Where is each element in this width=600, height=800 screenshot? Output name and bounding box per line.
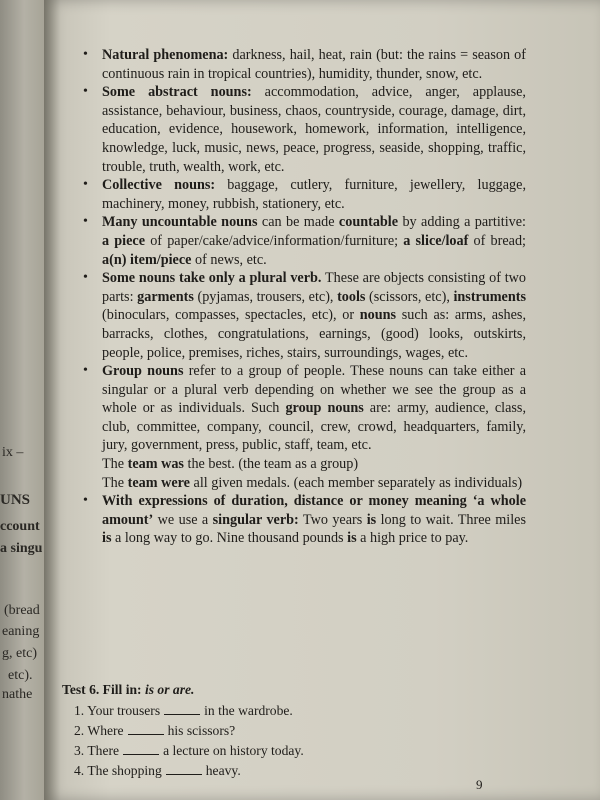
item-text-before: Your trousers [87,703,161,718]
bullet-dot-icon: • [83,47,88,62]
bold-term: garments [137,288,194,305]
bullet-abstract-nouns [80,83,526,176]
bold-term: is [347,530,357,547]
bold-term: nouns [359,307,397,324]
prev-page-fragment: a singu [0,541,43,556]
bullet-dot-icon: • [83,363,88,379]
example-sentence [102,455,526,474]
bullet-dot-icon: • [83,493,88,509]
item-text-after: heavy. [205,763,241,778]
bullet-text: a high price to pay. [356,530,469,547]
bullet-text: (binoculars, compasses, spectacles, etc), or [102,307,360,324]
prev-page-fragment: ix – [2,445,24,460]
page-number: 9 [476,777,483,792]
item-text-before: Where [87,723,124,738]
bold-term: countable [338,214,399,231]
book-page [44,0,600,800]
bullet-dot-icon: • [83,270,88,286]
prev-page-fragment: nathe [2,687,33,702]
prev-page-fragment: (bread [4,603,40,618]
bullet-natural-phenomena [80,46,526,83]
example-text: The [102,456,128,473]
bold-term: a slice/loaf [403,232,469,249]
bullet-expressions-duration [80,492,526,548]
test-heading [62,680,522,700]
bold-term: is [366,511,377,528]
bullet-plural-verb-nouns [80,269,526,362]
test-item [62,701,522,721]
bullet-text: baggage, cutlery, furniture, jewellery, luggage, machinery, money, rubbish, stationery, etc. [102,177,526,212]
prev-page-fragment: UNS [0,492,31,508]
bullet-heading: Many uncountable nouns [102,214,258,231]
bullet-text: darkness, hail, heat, rain (but: the rains = season of continuous rain in tropical countries), humidity, thunder, snow, etc. [102,47,526,82]
bullet-text: These are objects consisting of two parts: [102,270,527,305]
bullet-text: of news, etc. [191,251,267,268]
bullet-text: Two years [298,511,367,528]
fill-in-blank[interactable] [123,744,159,755]
bullet-text: of bread; [468,232,526,249]
bullet-text: (pyjamas, trousers, etc), [193,288,338,305]
page-body [80,46,526,548]
test-item [62,761,522,781]
previous-page-edge [0,0,44,800]
bold-term: group nouns [285,400,364,417]
item-number: 2. [74,723,85,738]
bullet-paragraph [102,362,526,455]
item-text-after: his scissors? [167,723,236,738]
bullet-heading: Some nouns take only a plural verb. [102,270,322,287]
bullet-heading: Group nouns [102,363,184,380]
bullet-text: refer to a group of people. These nouns can take either a singular or a plural verb depending on whether we see the group as a whole or as individuals. Such [102,363,526,417]
bold-term: a piece [102,232,146,249]
item-text-before: The shopping [87,763,162,778]
fill-in-blank[interactable] [166,764,202,775]
prev-page-fragment: etc). [8,668,33,683]
bullet-heading: With expressions of duration, distance or money meaning ‘a whole amount’ [102,493,526,528]
prev-page-fragment: ccount [0,519,40,534]
bullet-dot-icon: • [83,214,88,230]
test-exercise [62,680,522,781]
item-text-before: There [87,743,120,758]
prev-page-fragment: g, etc) [2,646,37,661]
bullet-dot-icon: • [83,84,88,100]
bullet-dot-icon: • [83,177,88,193]
bullet-text: by adding a partitive: [398,214,526,231]
bullet-text: long to wait. Three miles [376,511,526,528]
bullet-group-nouns [80,362,526,492]
item-number: 3. [74,743,85,758]
bullet-text: a long way to go. Nine thousand pounds [111,530,348,547]
bold-term: team was [127,456,184,473]
item-number: 4. [74,763,85,778]
bullet-uncountable-nouns [80,213,526,269]
bold-term: a(n) item/piece [102,251,192,268]
bullet-heading: Natural phenomena: [102,47,229,63]
fill-in-blank[interactable] [164,704,200,715]
item-number: 1. [74,703,85,718]
example-text: the best. (the team as a group) [183,456,359,473]
example-text: The [102,474,128,491]
bullet-text: are: army, audience, class, club, committee, company, council, crew, crowd, headquarters, family, jury, government, press, public, staff, team, etc. [102,400,526,454]
example-text: all given medals. (each member separately as individuals) [189,474,523,491]
bullet-heading: Collective nouns: [102,177,216,194]
bold-term: singular verb: [212,511,299,528]
test-item [62,721,522,741]
bullet-text: of paper/cake/advice/information/furniture; [145,232,404,249]
bold-term: team were [127,474,190,491]
bullet-text: we use a [153,511,213,528]
test-title: Test 6. Fill in: [62,682,145,697]
bullet-text: (scissors, etc), [365,288,454,305]
bullet-text: such as: arms, ashes, barracks, clothes, congratulations, earnings, (good) looks, outskirts, people, police, premises, riches, stairs, surroundings, wages, etc. [102,307,526,361]
item-text-after: in the wardrobe. [204,703,293,718]
bold-term: is [102,530,112,547]
fill-in-blank[interactable] [128,724,164,735]
bullet-heading: Some abstract nouns: [102,84,252,101]
example-sentence [102,474,526,493]
item-text-after: a lecture on history today. [163,743,304,758]
bold-term: tools [337,288,366,305]
bold-term: instruments [453,288,526,305]
bullet-text: can be made [257,214,339,231]
bullet-text: accommodation, advice, anger, applause, assistance, behaviour, business, chaos, countryside, courage, damage, dirt, education, evidence, housework, homework, information, intelligence, knowledge, luck, music, news, peace, progress, seaside, shopping, traffic, trouble, truth, wealth, work, etc. [102,84,526,175]
test-item [62,741,522,761]
prev-page-fragment: eaning [2,624,40,639]
bullet-collective-nouns [80,176,526,213]
test-instruction: is or are. [144,682,195,697]
